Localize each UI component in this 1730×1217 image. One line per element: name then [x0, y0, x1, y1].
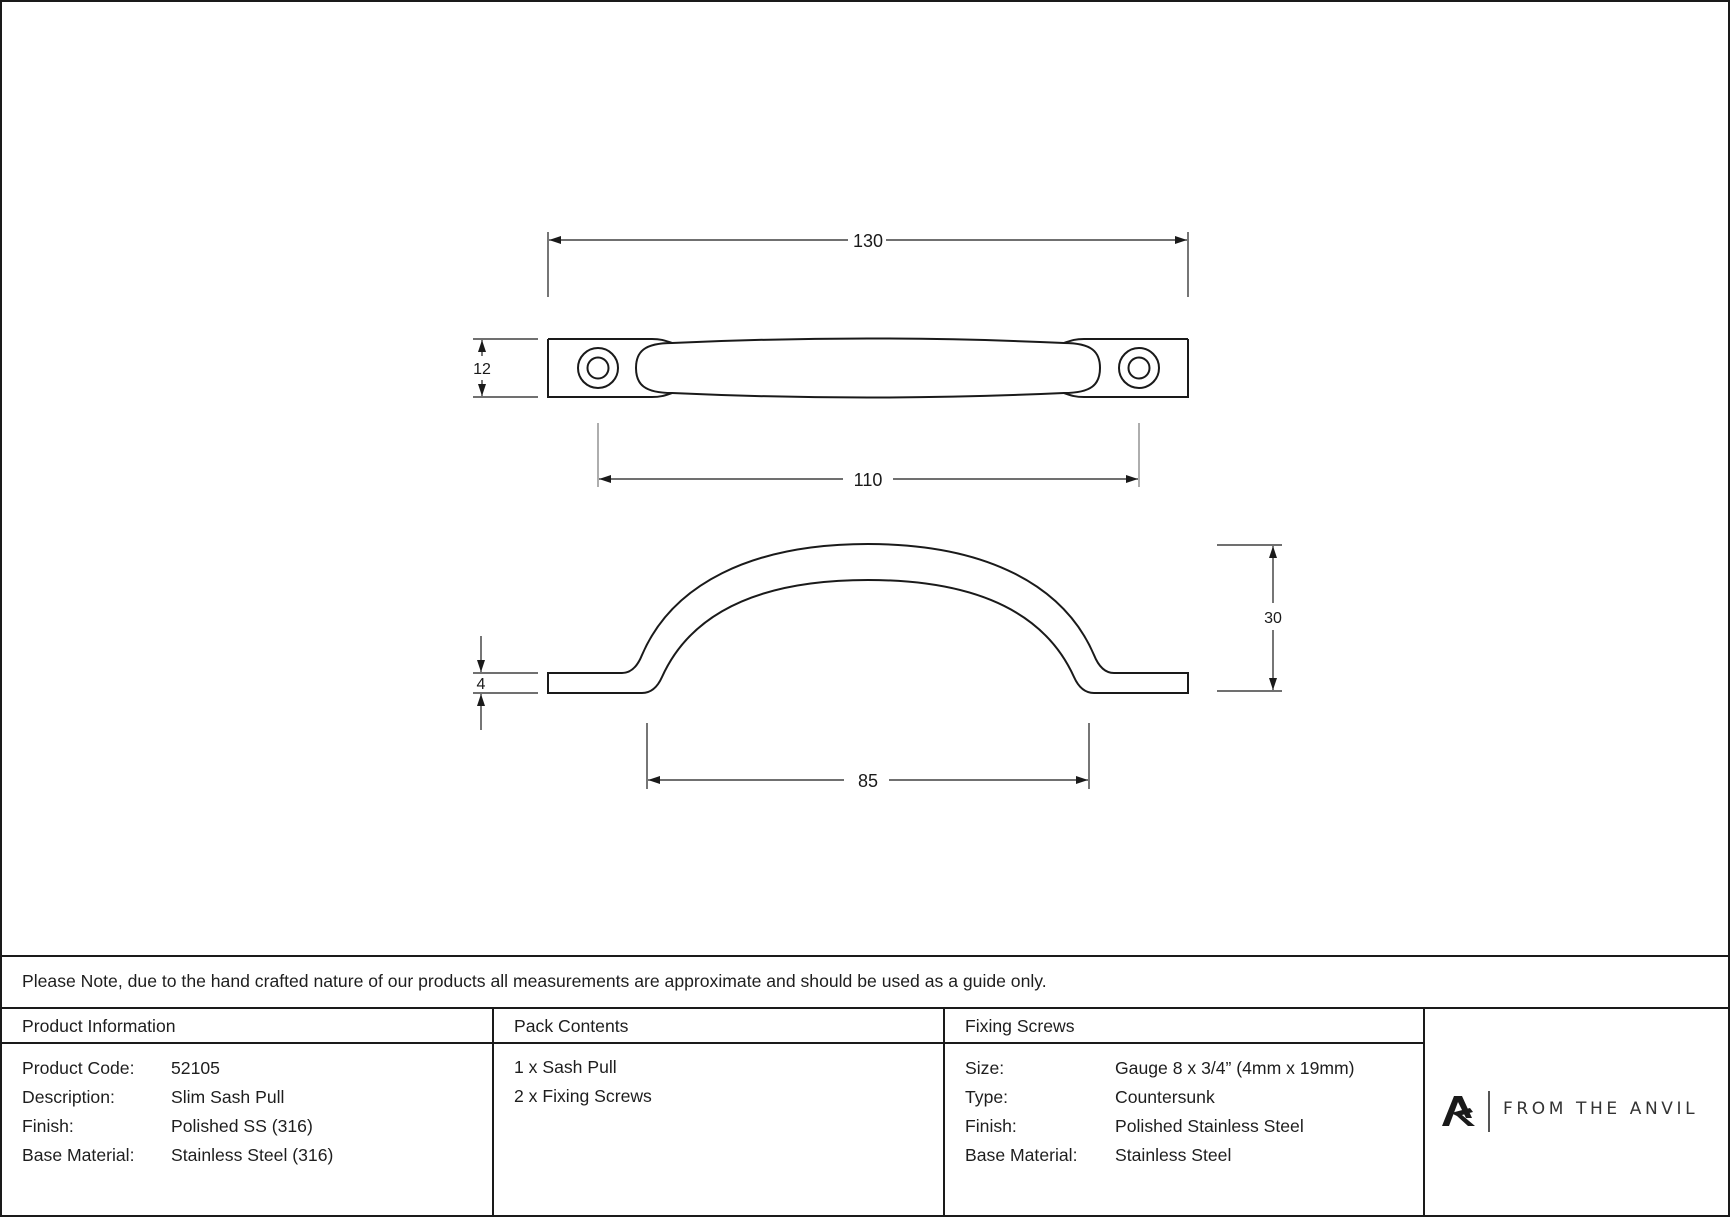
column-divider-3	[1423, 1007, 1425, 1217]
product-info-label: Finish:	[22, 1116, 74, 1136]
product-info-value: 52105	[171, 1058, 220, 1078]
fixing-screw-value: Countersunk	[1115, 1087, 1215, 1107]
product-info-label: Product Code:	[22, 1058, 135, 1078]
notice-top-border	[0, 955, 1730, 957]
column-divider-1	[492, 1007, 494, 1217]
fixing-screw-row	[965, 1083, 1420, 1112]
pack-contents-list	[514, 1053, 652, 1111]
anvil-a-logo-icon	[1442, 1096, 1476, 1126]
fixing-screw-label: Type:	[965, 1087, 1009, 1107]
dimension-label-30: 30	[1264, 610, 1282, 627]
product-info-label: Base Material:	[22, 1145, 135, 1165]
section-header-border	[0, 1042, 1425, 1044]
product-info-row	[22, 1054, 482, 1083]
right-hole-outer	[1119, 348, 1159, 388]
dimension-label-4: 4	[476, 676, 486, 693]
top-view-grip-outline	[636, 339, 1100, 398]
pack-contents-title: Pack Contents	[514, 1016, 629, 1036]
side-view	[548, 544, 1188, 693]
fixing-screw-label: Base Material:	[965, 1145, 1078, 1165]
dimension-label-110: 110	[853, 470, 883, 490]
product-info-value: Slim Sash Pull	[171, 1087, 285, 1107]
brand-logo	[1440, 1088, 1720, 1134]
notice-bottom-border	[0, 1007, 1730, 1009]
pack-item: 1 x Sash Pull	[514, 1057, 617, 1077]
product-information-title: Product Information	[22, 1016, 176, 1036]
fixing-screws-title: Fixing Screws	[965, 1016, 1075, 1036]
fixing-screw-value: Gauge 8 x 3/4” (4mm x 19mm)	[1115, 1058, 1355, 1078]
fixing-screw-label: Size:	[965, 1058, 1005, 1078]
measurement-notice: Please Note, due to the hand crafted nature of our products all measurements are approximate and should be used as a guide only.	[22, 971, 1047, 991]
dimension-label-12: 12	[473, 361, 491, 378]
fixing-screw-row	[965, 1054, 1420, 1083]
product-info-row	[22, 1141, 482, 1170]
right-hole-inner	[1129, 358, 1150, 379]
fixing-screw-row	[965, 1112, 1420, 1141]
side-view-profile	[548, 544, 1188, 693]
logo-divider	[1488, 1091, 1490, 1132]
fixing-screw-value: Polished Stainless Steel	[1115, 1116, 1304, 1136]
pack-item: 2 x Fixing Screws	[514, 1086, 652, 1106]
left-hole-outer	[578, 348, 618, 388]
top-view-plate-outline	[548, 339, 1188, 397]
product-info-label: Description:	[22, 1087, 115, 1107]
brand-name: FROM THE ANVIL	[1503, 1099, 1699, 1119]
column-divider-2	[943, 1007, 945, 1217]
dimension-label-130: 130	[852, 231, 884, 251]
fixing-screw-row	[965, 1141, 1420, 1170]
product-info-value: Stainless Steel (316)	[171, 1145, 334, 1165]
dimension-label-85: 85	[857, 771, 879, 791]
top-view	[548, 339, 1188, 398]
fixing-screw-label: Finish:	[965, 1116, 1017, 1136]
fixing-screws-list	[965, 1054, 1420, 1170]
product-info-value: Polished SS (316)	[171, 1116, 313, 1136]
product-information-list	[22, 1054, 482, 1170]
fixing-screw-value: Stainless Steel	[1115, 1145, 1232, 1165]
product-info-row	[22, 1083, 482, 1112]
left-hole-inner	[588, 358, 609, 379]
product-info-row	[22, 1112, 482, 1141]
